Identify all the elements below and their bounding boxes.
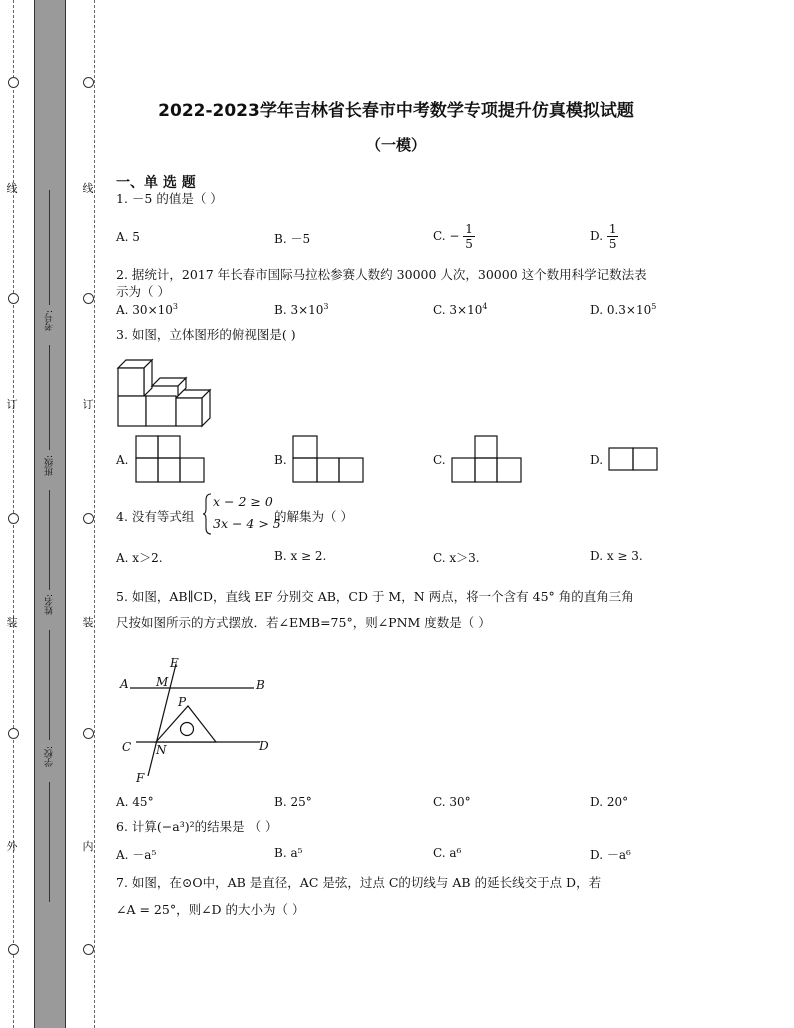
q5-label-m: M: [156, 675, 169, 689]
question-5-stem-line1: 5. 如图，AB∥CD，直线 EF 分别交 AB，CD 于 M，N 两点，将一个含有 45° 角的直角三角: [116, 589, 634, 604]
q2-option-b: [274, 302, 329, 317]
denominator: 5: [465, 237, 473, 251]
q6-option-c: C. a⁶: [433, 846, 462, 860]
q3-option-b-figure: [290, 434, 366, 486]
inner-cut-line: [94, 0, 95, 1028]
q4-option-a: A. x＞2.: [116, 551, 163, 565]
q3-option-b-label: B.: [274, 453, 287, 467]
page-subtitle: （一模）: [365, 136, 426, 154]
binding-hole: [8, 513, 19, 524]
field-class: 班级:: [45, 455, 55, 477]
question-4-stem-suffix: 的解集为（ ）: [274, 509, 353, 524]
q3-option-d-figure: [607, 446, 661, 474]
question-3-stem: 3. 如图，立体图形的俯视图是( ): [116, 327, 296, 342]
binding-hole: [8, 293, 19, 304]
q2-option-c: [433, 302, 487, 317]
q4-option-b: B. x ≥ 2.: [274, 549, 327, 563]
q1-option-c-fraction: [463, 222, 475, 251]
q3-solid-figure: [116, 354, 216, 428]
binding-strip: [34, 0, 66, 1028]
q6-option-a: A. －a⁵: [116, 848, 157, 862]
binding-hole: [83, 513, 94, 524]
q5-label-p: P: [178, 695, 187, 709]
q2-option-c-text: C. 3×10: [433, 303, 483, 317]
q1-option-c: [433, 222, 475, 251]
q3-option-c-figure: [449, 434, 525, 486]
q5-geometry-figure: [116, 654, 281, 786]
question-7-stem-line2: ∠A = 25°，则∠D 的大小为（ ）: [116, 902, 305, 917]
q1-option-a: A. 5: [116, 230, 140, 244]
field-line: [49, 630, 50, 740]
q2-option-a: [116, 302, 178, 317]
q2-option-b-text: B. 3×10: [274, 303, 324, 317]
q3-option-a-figure: [132, 434, 208, 486]
question-6-stem: 6. 计算(−a³)²的结果是 （ ）: [116, 819, 278, 834]
field-name: 姓名:: [45, 594, 55, 616]
binding-margin: [0, 0, 100, 1028]
denominator: 5: [608, 237, 617, 251]
q3-option-d-label: D.: [590, 453, 604, 467]
q5-option-c: C. 30°: [433, 795, 471, 809]
q2-option-b-exp: 3: [323, 302, 329, 311]
field-line: [49, 190, 50, 305]
q5-option-d: D. 20°: [590, 795, 629, 809]
inner-mark-nei: 内: [82, 840, 94, 853]
field-line: [49, 345, 50, 450]
q3-option-a-label: A.: [116, 453, 129, 467]
outer-mark-wai: 外: [6, 840, 18, 853]
q6-option-b: B. a⁵: [274, 846, 303, 860]
question-2-stem-line2: 示为（ ）: [116, 284, 170, 299]
binding-hole: [83, 77, 94, 88]
q2-option-d-text: D. 0.3×10: [590, 303, 652, 317]
q1-option-b: B. －5: [274, 232, 311, 246]
field-exam-number: 考号:: [45, 310, 55, 332]
q4-inequality-2: 3x − 4 > 5: [213, 516, 281, 531]
binding-hole: [83, 293, 94, 304]
q5-label-b: B: [256, 678, 265, 692]
field-school: 学校:: [45, 746, 55, 768]
q5-label-e: E: [170, 656, 179, 670]
question-5-stem-line2: 尺按如图所示的方式摆放．若∠EMB=75°，则∠PNM 度数是（ ）: [116, 615, 491, 630]
binding-hole: [8, 77, 19, 88]
q1-option-d-prefix: D.: [590, 229, 604, 243]
q5-label-c: C: [122, 740, 132, 754]
field-line: [49, 782, 50, 902]
q5-label-n: N: [156, 743, 167, 757]
outer-mark-xian: 线: [6, 182, 18, 195]
q4-option-d: D. x ≥ 3.: [590, 549, 643, 563]
q1-option-c-prefix: C. −: [433, 229, 460, 243]
outer-mark-ding: 订: [6, 398, 18, 411]
question-7-stem-line1: 7. 如图，在⊙O中，AB 是直径，AC 是弦，过点 C的切线与 AB 的延长线交于点 D，若: [116, 875, 602, 890]
q5-label-a: A: [120, 677, 129, 691]
q2-option-a-text: A. 30×10: [116, 303, 173, 317]
q5-option-b: B. 25°: [274, 795, 312, 809]
outer-mark-zhuang: 装: [6, 616, 18, 629]
question-4-stem-prefix: 4. 没有等式组: [116, 509, 195, 524]
q4-inequality-1: x − 2 ≥ 0: [213, 494, 273, 509]
binding-hole: [8, 944, 19, 955]
inner-mark-xian: 线: [82, 182, 94, 195]
inner-mark-zhuang: 装: [82, 616, 94, 629]
q2-option-a-exp: 3: [172, 302, 178, 311]
field-line: [49, 490, 50, 590]
q1-option-d: [590, 222, 618, 251]
q6-option-d: D. －a⁶: [590, 848, 631, 862]
binding-hole: [83, 944, 94, 955]
binding-hole: [8, 728, 19, 739]
q1-option-d-fraction: [607, 222, 619, 251]
inner-mark-ding: 订: [82, 398, 94, 411]
numerator: 1: [608, 222, 617, 236]
numerator: 1: [465, 222, 473, 236]
q4-option-c: C. x＞3.: [433, 551, 480, 565]
q3-option-c-label: C.: [433, 453, 446, 467]
q5-label-f: F: [136, 771, 145, 785]
binding-hole: [83, 728, 94, 739]
q2-option-c-exp: 4: [482, 302, 488, 311]
q2-option-d-exp: 5: [651, 302, 657, 311]
page-title: 2022-2023学年吉林省长春市中考数学专项提升仿真模拟试题: [158, 101, 634, 121]
q5-label-d: D: [259, 739, 269, 753]
q4-brace: [203, 492, 213, 536]
question-2-stem-line1: 2. 据统计，2017 年长春市国际马拉松参赛人数约 30000 人次，30000 这个数用科学记数法表: [116, 267, 647, 282]
question-1-stem: 1. －5 的值是（ ）: [116, 191, 223, 206]
q5-option-a: A. 45°: [116, 795, 154, 809]
section-heading: 一、单 选 题: [116, 175, 196, 191]
q2-option-d: [590, 302, 656, 317]
